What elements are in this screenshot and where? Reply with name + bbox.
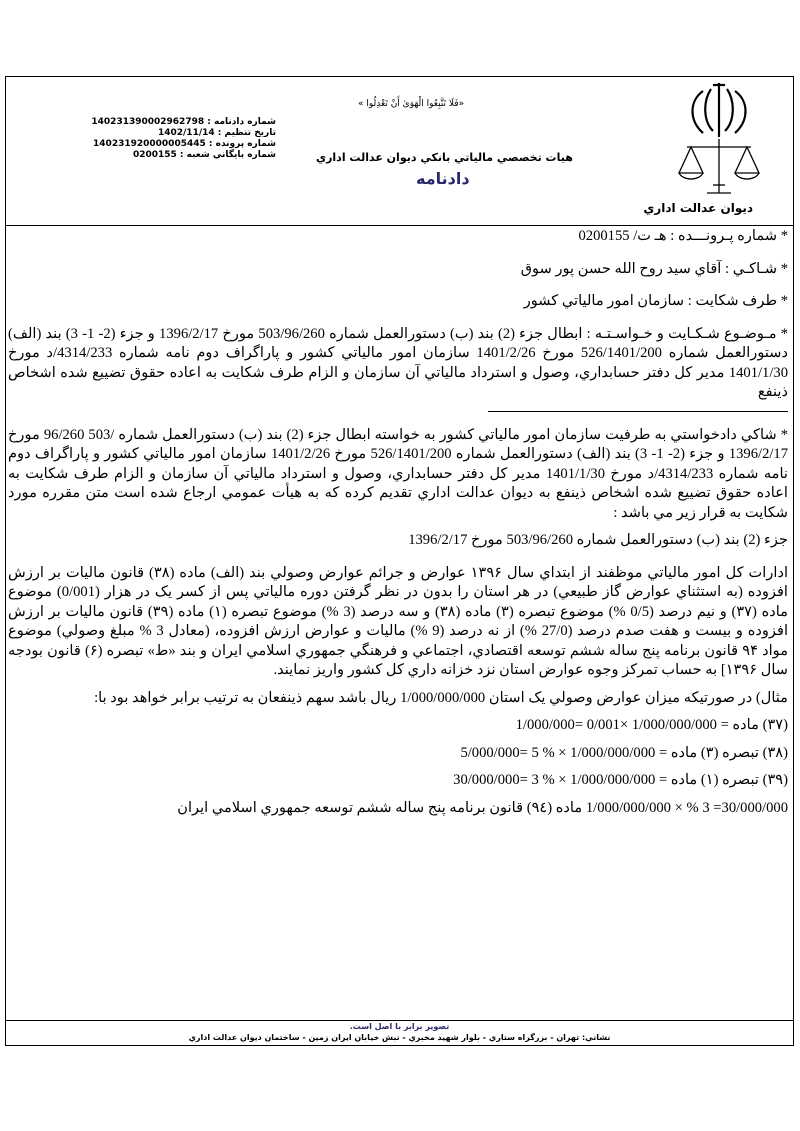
paragraph-regulation: ادارات كل امور مالياتي موظفند از ابتداي سال ۱۳۹۶ عوارض و جرائم عوارض وصولي بند (الف) ماده (۳۸) قانون ماليات بر ارزش افزوده (به استثناي عوارض گاز طبيعي) در هر استان را بدون در نظر گرفتن دوره مالياتي پس از كسر يک در هزار (0/001) موضوع ماده (۳۷) و نيم درصد (0/5 %) موضوع تبصره (۳) ماده (۳۸) و سه درصد (3 %) موضوع تبصره (۱) ماده (۳۹) قانون ماليات بر ارزش افزوده و بيست و هفت صدم درصد (27/0 %) از نه درصد (9 %) ماليات و عوارض ارزش افزوده، (معادل 3 % مبلغ وصولي) موضوع مواد ۹۴ قانون برنامه پنج ساله ششم توسعه اقتصادي، اجتماعي و فرهنگي جمهوري اسلامي ايران و بند «ط» تبصره (۶) قانون بودجه سال ۱۳۹۶] به حساب تمركز وجوه عوارض استان نزد خزانه داري كل كشور واريز نمايند. (8, 564, 789, 678)
meta-block (76, 117, 276, 161)
meta-row (76, 128, 276, 139)
meta-label: شماره پرونده : (205, 139, 276, 149)
document-frame (5, 76, 794, 1046)
equation-line: (۳۸) تبصره (۳) ماده = 1/000/000/000 × % 5 =5/000/000 (460, 744, 788, 761)
document-body (8, 227, 788, 826)
regulation-heading: جزء (2) بند (ب) دستورالعمل شماره 503/96/260 مورخ 1396/2/17 (408, 532, 788, 548)
divider (488, 411, 788, 412)
meta-label: شماره دادنامه : (204, 117, 276, 127)
complaint-subject: * مـوضـوع شـكـايت و خـواسـتـه : ابطال جزء (2) بند (ب) دستورالعمل شماره 503/96/260 مورخ 1396/2/17 و جزء (2- 1- 3) بند (الف) دستورالعمل شماره 526/1401/200 مورخ 1401/2/26 سازمان امور مالياتي كشور و پاراگراف دوم نامه شماره 4314/233/د مورخ 1401/1/30 مدير كل دفتر حسابداري، وصول و استرداد مالياتي آن سازمان و الزام طرف شكايت به اعاده حقوق تضييع شده اشخاص ذينفع (8, 325, 788, 400)
court-name: ديوان عدالت اداري (643, 201, 753, 215)
document-title: دادنامه (416, 169, 470, 188)
meta-row (76, 150, 276, 161)
meta-label: تاريخ تنظيم : (214, 128, 276, 138)
case-number: * شماره پـرونـــده : هـ ت/ 0200155 (578, 228, 788, 244)
equation-line: (۳۹) تبصره (۱) ماده = 1/000/000/000 × % 3 =30/000/000 (453, 772, 788, 788)
organization-name: هيات تخصصي مالياتي بانكي ديوان عدالت اداري (316, 151, 573, 164)
complainant: * شـاكـي : آقاي سيد روح الله حسن پور سوق (520, 260, 788, 277)
meta-value: 140231920000005445 (93, 139, 206, 149)
meta-row (76, 117, 276, 128)
verse-text: «فَلَا تَتَّبِعُوا الْهَوَىٰ أَنْ تَعْدِلُوا » (358, 99, 465, 109)
paragraph-petition: * شاكي دادخواستي به طرفيت سازمان امور مالياتي كشور به خواسته ابطال جزء (2) بند (ب) دستورالعمل شماره /503 96/260 مورخ 1396/2/17 و جزء (2- 1- 3) بند (الف) دستورالعمل شماره 526/1401/200 مورخ 1401/2/26 سازمان امور مالياتي كشور و پاراگراف دوم نامه شماره 4314/233/د مورخ 1401/1/30 مدير كل دفتر حسابداري، وصول و استرداد مالياتي آن سازمان و الزام طرف شكايت به اعاده حقوق تضييع شده اشخاص ذينفع به ديوان عدالت اداري تقديم كرده كه به هيأت عمومي ارجاع شده است متن مقرره مورد شكايت به قرار زير مي باشد : (8, 426, 789, 521)
meta-row (76, 139, 276, 150)
iran-emblem-icon (673, 81, 765, 201)
paragraph-example: مثال) در صورتيكه ميزان عوارض وصولي يک استان 1/000/000/000 ريال باشد سهم ذينفعان به ترتيب برابر خواهد بود با: (94, 689, 788, 706)
meta-value: 1402/11/14 (157, 128, 215, 138)
equation-line: 30/000/000= 3 % × 1/000/000/000 ماده (۹٤) قانون برنامه پنج ساله ششم توسعه جمهوري اسلامي ايران (177, 799, 788, 816)
meta-value: 140231390002962798 (91, 117, 205, 127)
equation-line: (۳۷) ماده = 1/000/000/000 ×0/001 =1/000/000 (515, 717, 788, 733)
document-footer (6, 1020, 793, 1045)
meta-value: 0200155 (132, 150, 177, 160)
certified-copy-note: تصوير برابر با اصل است. (349, 1022, 450, 1031)
court-address: نشاني: تهران - بزرگراه ستاري - بلوار شهيد مخبري - نبش خيابان ايران زمين - ساختمان ديوان عدالت اداري (188, 1033, 611, 1042)
emblem (673, 81, 765, 211)
meta-label: شماره بايگاني شعبه : (176, 150, 276, 160)
document-header (6, 77, 793, 226)
defendant: * طرف شكايت : سازمان امور مالياتي كشور (523, 293, 788, 309)
